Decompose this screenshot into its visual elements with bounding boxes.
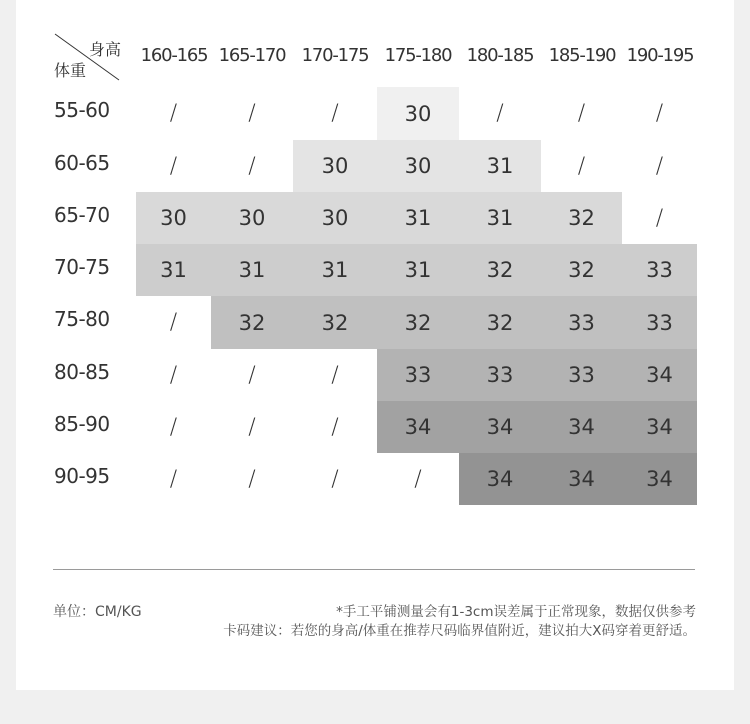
size-cell: 34	[541, 453, 622, 505]
column-header-175-180: 175-180	[384, 45, 452, 66]
size-cell: 30	[293, 140, 377, 192]
size-cell: 32	[211, 296, 293, 349]
empty-cell: /	[248, 466, 256, 492]
empty-cell: /	[496, 101, 504, 126]
size-cell: 32	[459, 296, 541, 349]
empty-cell: /	[169, 310, 178, 335]
size-advice-note: 卡码建议：若您的身高/体重在推荐尺码临界值附近，建议拍大X码穿着更舒适。	[223, 623, 696, 639]
empty-cell: /	[169, 362, 178, 388]
empty-cell: /	[331, 101, 339, 126]
empty-cell: /	[248, 101, 256, 126]
column-header-185-190: 185-190	[548, 45, 616, 66]
empty-cell: /	[248, 414, 256, 440]
size-cell: 33	[622, 296, 697, 349]
row-header-80-85: 80-85	[54, 360, 110, 384]
empty-cell: /	[331, 362, 339, 388]
column-header-170-175: 170-175	[301, 45, 369, 66]
size-cell: 33	[377, 349, 459, 401]
empty-cell: /	[655, 101, 664, 126]
size-cell: 30	[293, 192, 377, 244]
size-cell: 30	[377, 140, 459, 192]
unit-label: 单位：CM/KG	[53, 604, 142, 620]
empty-cell: /	[169, 466, 178, 492]
size-cell: 31	[459, 140, 541, 192]
column-header-190-195: 190-195	[626, 45, 694, 66]
empty-cell: /	[169, 153, 178, 179]
size-cell: 31	[377, 192, 459, 244]
size-cell: 32	[377, 296, 459, 349]
measurement-note: *手工平铺测量会有1-3cm误差属于正常现象，数据仅供参考	[336, 604, 696, 620]
size-cell: 33	[541, 296, 622, 349]
size-cell: 34	[622, 453, 697, 505]
empty-cell: /	[248, 153, 256, 179]
weight-axis-label: 体重	[54, 61, 87, 80]
row-header-60-65: 60-65	[54, 151, 110, 175]
height-axis-label: 身高	[88, 40, 121, 59]
size-cell: 31	[459, 192, 541, 244]
size-cell: 34	[377, 401, 459, 453]
size-cell: 34	[622, 349, 697, 401]
size-cell: 32	[459, 244, 541, 296]
size-cell: 31	[211, 244, 293, 296]
empty-cell: /	[248, 362, 256, 388]
divider	[53, 569, 695, 570]
empty-cell: /	[331, 414, 339, 440]
row-header-90-95: 90-95	[54, 464, 110, 488]
size-cell: 30	[211, 192, 293, 244]
size-cell: 34	[541, 401, 622, 453]
size-cell: 31	[377, 244, 459, 296]
row-header-85-90: 85-90	[54, 412, 110, 436]
empty-cell: /	[577, 101, 586, 126]
column-header-180-185: 180-185	[466, 45, 534, 66]
empty-cell: /	[169, 414, 178, 440]
row-header-70-75: 70-75	[54, 255, 110, 279]
empty-cell: /	[655, 205, 664, 231]
empty-cell: /	[655, 153, 664, 179]
row-header-65-70: 65-70	[54, 203, 110, 227]
size-cell: 32	[293, 296, 377, 349]
table-corner-header	[53, 30, 121, 82]
size-cell: 33	[622, 244, 697, 296]
empty-cell: /	[169, 101, 178, 126]
size-cell: 34	[459, 453, 541, 505]
column-header-165-170: 165-170	[218, 45, 286, 66]
size-cell: 34	[622, 401, 697, 453]
row-header-55-60: 55-60	[54, 98, 110, 122]
size-cell: 32	[541, 244, 622, 296]
size-cell: 30	[136, 192, 211, 244]
empty-cell: /	[577, 153, 586, 179]
empty-cell: /	[414, 466, 422, 492]
size-cell: 31	[293, 244, 377, 296]
column-header-160-165: 160-165	[140, 45, 208, 66]
row-header-75-80: 75-80	[54, 307, 110, 331]
size-cell: 33	[541, 349, 622, 401]
size-cell: 34	[459, 401, 541, 453]
size-cell: 32	[541, 192, 622, 244]
size-cell: 30	[377, 87, 459, 140]
size-cell: 33	[459, 349, 541, 401]
size-cell: 31	[136, 244, 211, 296]
empty-cell: /	[331, 466, 339, 492]
